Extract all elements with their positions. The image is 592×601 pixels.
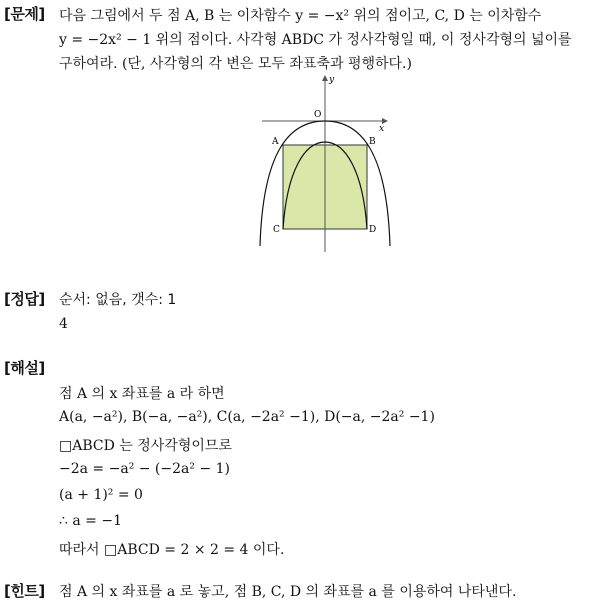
problem-label: [문제] [4,5,45,23]
solution-line-2: A(a, −a²), B(−a, −a²), C(a, −2a² −1), D(−a, −2a² −1) [59,409,435,425]
solution-line-4: −2a = −a² − (−2a² − 1) [59,461,230,477]
problem-line-1: 다음 그림에서 두 점 A, B 는 이차함수 y = −x² 위의 점이고, C, D 는 이차함수 [59,8,542,24]
answer-label: [정답] [4,290,45,308]
solution-line-7: 따라서 □ABCD = 2 × 2 = 4 이다. [59,542,285,558]
solution-line-6: ∴ a = −1 [59,513,122,529]
hint-label: [힌트] [4,582,45,600]
answer-meta: 순서: 없음, 갯수: 1 [59,292,177,308]
hint-text: 점 A 의 x 좌표를 a 로 놓고, 점 B, C, D 의 좌표를 a 를 이용하여 나타낸다. [59,584,517,600]
problem-line-3: 구하여라. (단, 사각형의 각 변은 모두 좌표축과 평행하다.) [59,56,412,72]
solution-line-5: (a + 1)² = 0 [59,487,143,503]
answer-value: 4 [59,316,68,332]
axis-x-label: x [379,124,385,134]
origin-label: O [314,110,322,120]
solution-line-3: □ABCD 는 정사각형이므로 [59,438,232,454]
solution-line-1: 점 A 의 x 좌표를 a 라 하면 [59,386,225,402]
point-a-label: A [272,137,279,147]
point-c-label: C [273,225,280,235]
y-axis-arrow [322,75,328,81]
problem-line-2: y = −2x² − 1 위의 점이다. 사각형 ABDC 가 정사각형일 때, 이 정사각형의 넓이를 [59,32,572,48]
point-b-label: B [369,137,376,147]
solution-label: [해설] [4,359,45,377]
point-d-label: D [369,225,377,235]
axis-y-label: y [329,75,335,85]
